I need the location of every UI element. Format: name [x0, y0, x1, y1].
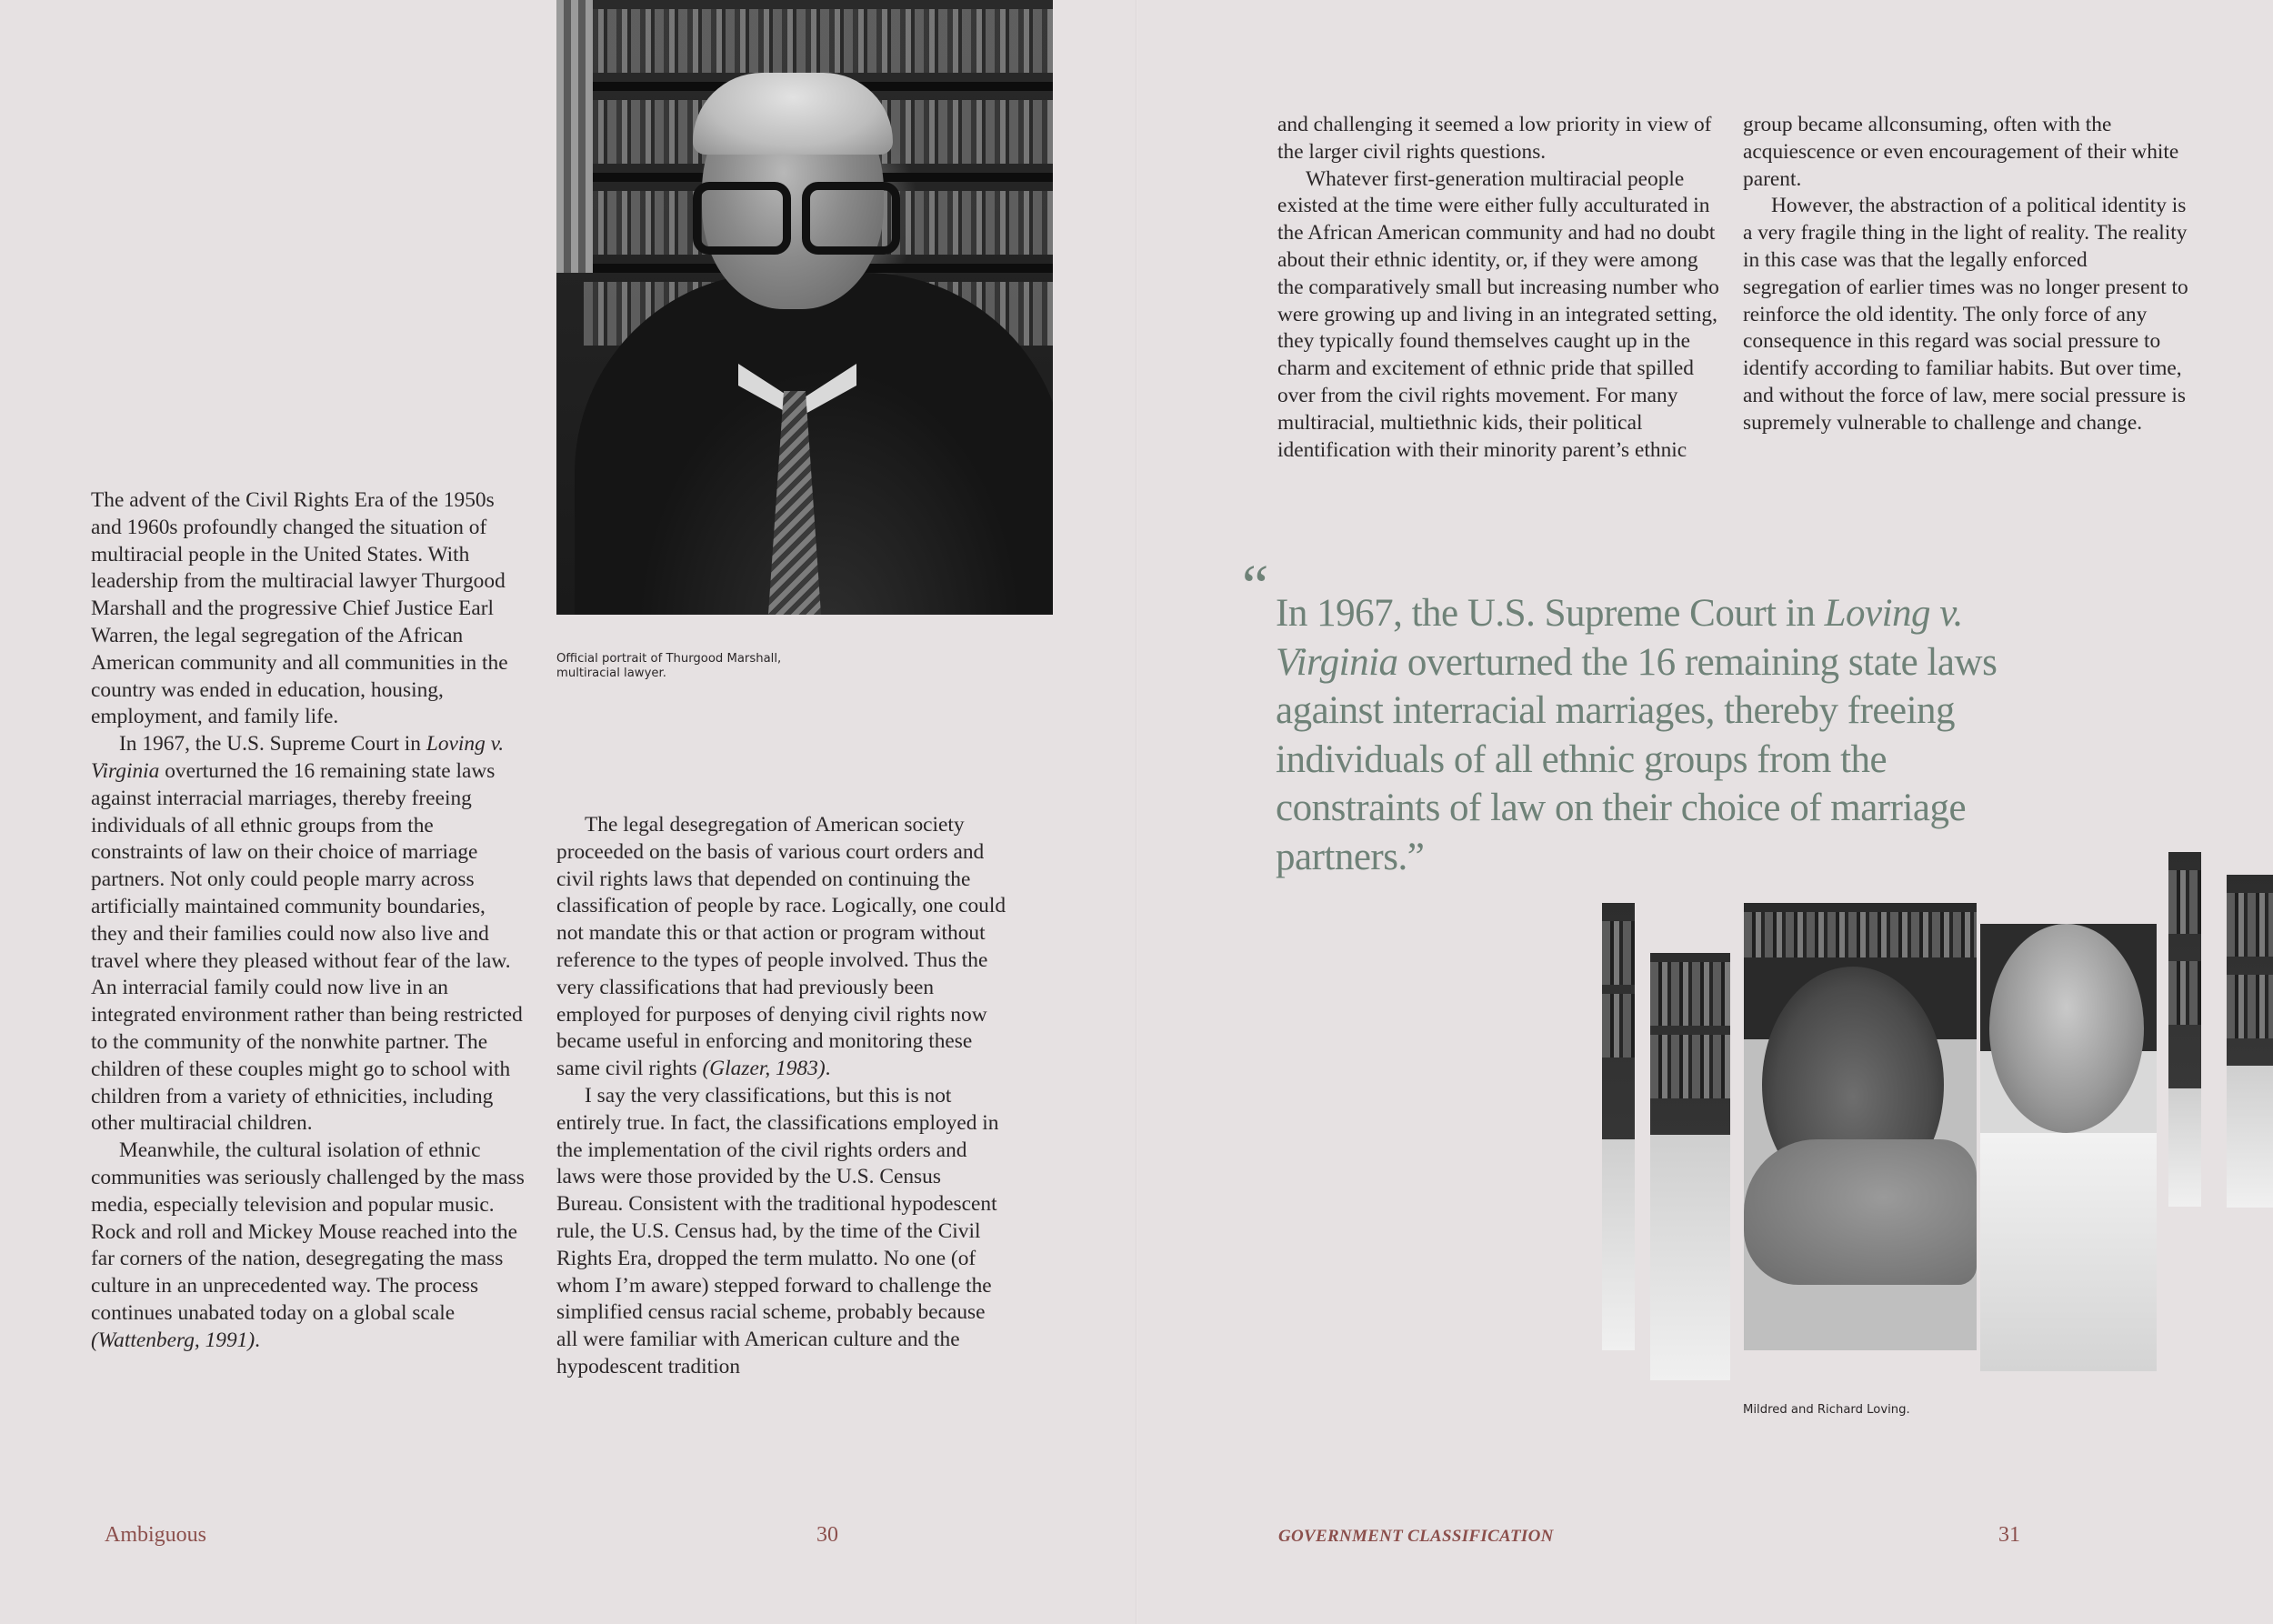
- bookshelf: [2227, 975, 2273, 1038]
- paragraph: Whatever first-generation multiracial people existed at the time were either fully acculturated in the African American community and had no doubt about their ethnic identity, or, if they were among the comparatively small but increasing number who were growing up and living in an integrated setting, they typically found themselves caught up in the charm and excitement of ethnic pride that spilled over from the civil rights movement. For many multiracial, multiethnic kids, their political identification with their minority parent’s ethnic: [1277, 166, 1719, 462]
- photo-light-area: [2227, 1066, 2273, 1208]
- photo-strip: [2227, 875, 2273, 1208]
- paragraph: However, the abstraction of a political identity is a very fragile thing in the light of reality. The reality in this case was that the legally enforced segregation of earlier times was no longer present to reinforce the old identity. The only force of any consequence in this regard was social pressure to identify according to familiar habits. But over time, and without the force of law, mere social pressure is supremely vulnerable to challenge and change.: [1743, 194, 2188, 435]
- photo-strip: [2168, 852, 2201, 1207]
- photo-strip: [1602, 903, 1635, 1350]
- glasses-lens: [693, 182, 791, 255]
- photo-light-area: [1602, 1139, 1635, 1350]
- citation: (Wattenberg, 1991): [91, 1328, 255, 1352]
- glasses: [693, 182, 902, 246]
- bookshelf: [1602, 921, 1635, 985]
- paragraph-mass-media: Meanwhile, the cultural isolation of ethnic communities was seriously challenged by the mass media, especially television and popular music. Rock and roll and Mickey Mouse reached into the far corners of the nation, desegregating the mass culture in an unprecedented way. The process continues unabated today on a global scale (Wattenberg, 1991).: [91, 1138, 525, 1352]
- text-run: Meanwhile, the cultural isolation of ethnic communities was seriously challenged by the mass media, especially television and popular music. Rock and roll and Mickey Mouse reached into the far corners of the nation, desegregating the mass culture in an unprecedented way. The process continues unabated today on a global scale: [91, 1138, 525, 1325]
- shirt: [1980, 1133, 2157, 1371]
- pull-quote: [1276, 589, 2003, 882]
- paragraph: group became allconsuming, often with the acquiescence or even encouragement of their white parent.: [1743, 113, 2179, 191]
- marshall-photo-caption: [556, 652, 781, 681]
- glasses-lens: [802, 182, 900, 255]
- bookshelf: [2168, 870, 2201, 934]
- bookshelf: [1650, 962, 1730, 1026]
- mildred-loving-photo: [1744, 903, 1977, 1350]
- bookshelf: [2168, 961, 2201, 1025]
- left-column-2: [556, 812, 1007, 1381]
- flag: [556, 0, 593, 273]
- embracing-arm: [1744, 1139, 1977, 1285]
- case-name: Loving v. Virginia: [91, 732, 505, 783]
- page-number-right: 31: [1998, 1523, 2020, 1547]
- quote-mark: “: [1242, 553, 1269, 619]
- text-run: In 1967, the U.S. Supreme Court in: [119, 732, 426, 757]
- hair: [693, 73, 893, 155]
- citation: (Glazer, 1983): [702, 1057, 826, 1081]
- bookshelf: [2227, 893, 2273, 957]
- text-run: overturned the 16 remaining state laws against interracial marriages, thereby freeing individuals of all ethnic groups from the constraints of law on their choice of marriage partners. Not only could people marry across artificially maintained community boundaries, they and their families could now also live and travel where they pleased without fear of the law. An interracial family could now live in an integrated environment rather than being restricted to the community of the nonwhite partner. The children of these couples might go to school with children from a variety of ethnicities, including other multiracial children.: [91, 758, 523, 1136]
- text-run: The legal desegregation of American society proceeded on the basis of various court orders and civil rights laws that depended on continuing the classification of people by race. Logically, one could not mandate this or that action or program without reference to the types of people involved. Thus the very classifications that had previously been employed for purposes of denying civil rights now became useful in enforcing and monitoring these same civil rights: [556, 813, 1006, 1081]
- paragraph: The legal desegregation of American society proceeded on the basis of various court orders and civil rights laws that depended on continuing the classification of people by race. Logically, one could not mandate this or that action or program without reference to the types of people involved. Thus the very classifications that had previously been employed for purposes of denying civil rights now became useful in enforcing and monitoring these same civil rights (Glazer, 1983).: [556, 813, 1006, 1081]
- text-run: overturned the 16 remaining state laws against interracial marriages, thereby freeing individuals of all ethnic groups from the constraints of law on their choice of marriage partners.”: [1276, 640, 1998, 878]
- section-title: GOVERNMENT CLASSIFICATION: [1278, 1527, 1554, 1546]
- caption-line: multiracial lawyer.: [556, 667, 666, 680]
- caption-line: Official portrait of Thurgood Marshall,: [556, 652, 782, 666]
- bookshelf: [584, 9, 1053, 73]
- bookshelf: [1744, 912, 1977, 957]
- loving-photo-caption: Mildred and Richard Loving.: [1743, 1403, 1910, 1417]
- left-column-1: [91, 487, 527, 1355]
- richard-face: [1989, 924, 2144, 1133]
- bookshelf: [1602, 994, 1635, 1058]
- book-title: Ambiguous: [105, 1523, 207, 1547]
- bookshelf: [1650, 1035, 1730, 1098]
- paragraph-loving: [91, 731, 527, 1138]
- photo-light-area: [2168, 1088, 2201, 1207]
- thurgood-marshall-photo: [556, 0, 1053, 615]
- right-column-1: [1277, 112, 1723, 464]
- photo-light-area: [1650, 1135, 1730, 1380]
- page-number-left: 30: [816, 1523, 838, 1547]
- case-name: Loving v. Virginia: [1276, 592, 1963, 684]
- paragraph: I say the very classifications, but this is not entirely true. In fact, the classifications employed in the implementation of the civil rights orders and laws were those provided by the U.S. Census Bureau. Consistent with the traditional hypodescent rule, the U.S. Census had, by the time of the Civil Rights Era, dropped the term mulatto. No one (of whom I’m aware) stepped forward to challenge the simplified census racial scheme, probably because all were familiar with American culture and the hypodescent tradition: [556, 1083, 999, 1378]
- richard-loving-photo: [1980, 924, 2157, 1371]
- right-column-2: [1743, 112, 2188, 437]
- page-fold: [1136, 0, 1137, 1624]
- paragraph: The advent of the Civil Rights Era of the 1950s and 1960s profoundly changed the situation of multiracial people in the United States. With leadership from the multiracial lawyer Thurgood Marshall and the progressive Chief Justice Earl Warren, the legal segregation of the African American community and all communities in the country was ended in education, housing, employment, and family life.: [91, 488, 508, 729]
- text-run: In 1967, the U.S. Supreme Court in: [1276, 592, 1825, 635]
- paragraph: and challenging it seemed a low priority in view of the larger civil rights questions.: [1277, 113, 1712, 164]
- photo-strip: [1650, 953, 1730, 1380]
